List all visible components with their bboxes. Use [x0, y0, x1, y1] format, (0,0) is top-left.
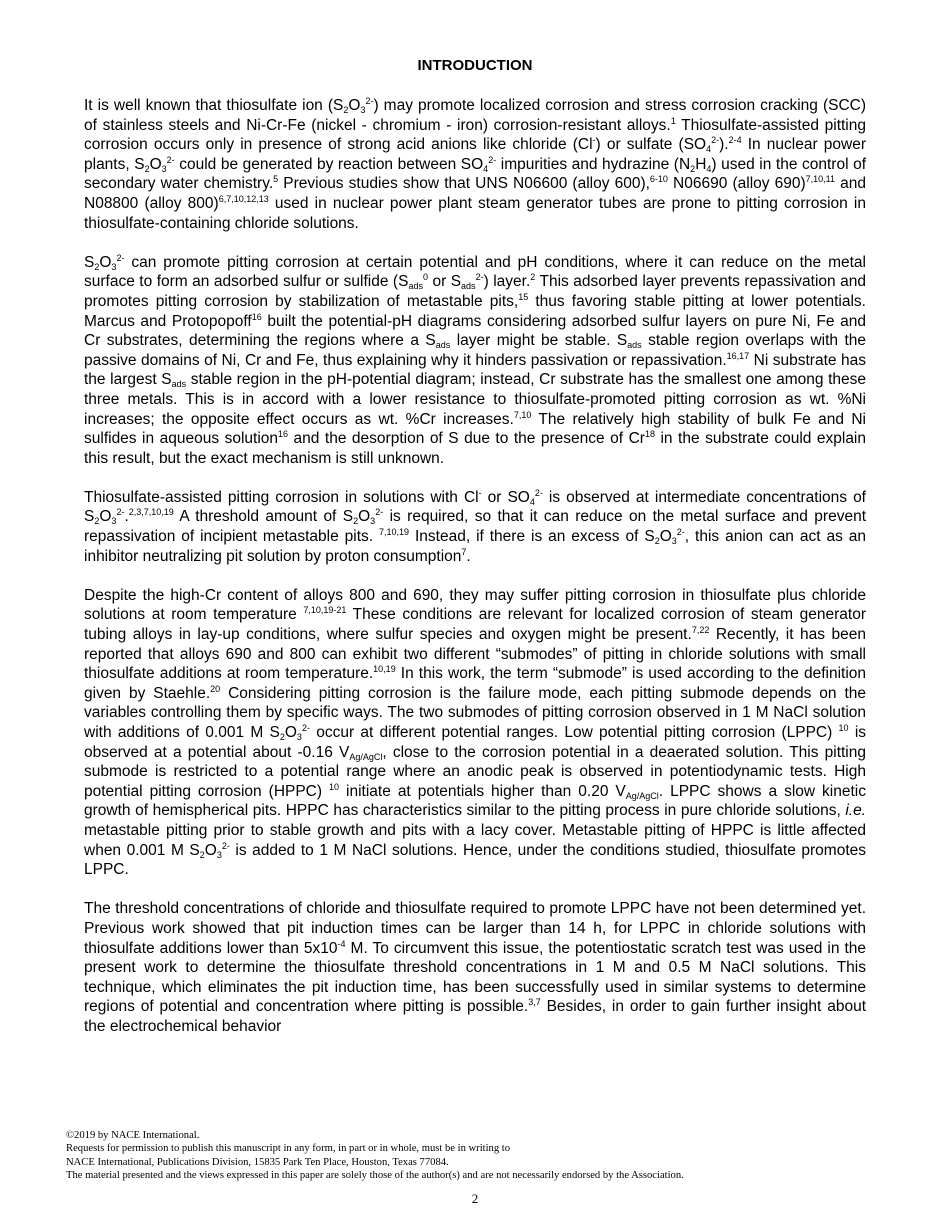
text-run: occur at different potential ranges. Low potential pitting corrosion (LPPC)	[309, 724, 839, 741]
subscript: ads	[408, 281, 423, 292]
text-run: Previous studies show that UNS N06600 (alloy 600),	[278, 175, 650, 193]
subscript: 3	[111, 516, 117, 527]
superscript: 2-	[221, 840, 230, 851]
text-run: is observed at intermediate concentrations of S	[84, 488, 866, 526]
text-run: can promote pitting corrosion at certain potential and pH conditions, where it can reduce on the metal surface to form an adsorbed sulfur or sulfide (S	[84, 253, 866, 291]
text-run: Besides, in order to gain further insight about the electrochemical behavior	[84, 998, 866, 1035]
subscript: 3	[216, 849, 222, 860]
superscript: 7,10,19	[379, 527, 410, 538]
subscript: 2	[353, 516, 359, 527]
text-run: S	[84, 253, 95, 271]
superscript: 0	[422, 272, 428, 283]
text-run: , this anion can act as an inhibitor neutralizing pit solution by proton consumption	[84, 528, 867, 565]
subscript: 4	[529, 496, 535, 507]
text-run: Ni substrate has the largest S	[84, 351, 866, 389]
subscript: 4	[706, 144, 712, 155]
section-heading: INTRODUCTION	[417, 57, 533, 74]
text-run: O	[99, 508, 112, 526]
superscript: 2-4	[728, 135, 742, 146]
subscript: ads	[461, 281, 476, 292]
text-run: The relatively high stability of bulk Fe and Ni sulfides in aqueous solution	[84, 410, 866, 448]
superscript: 2-	[676, 527, 685, 538]
subscript: 3	[161, 163, 167, 174]
text-run: O	[204, 841, 217, 859]
text-run: stable region in the pH-potential diagram; instead, Cr substrate has the smallest one among these three metals. This is in accord with a lower resistance to thiosulfate-promoted pitting corrosion as wt. %Ni increases; the opposite effect occurs as wt. %Cr increases.	[84, 371, 866, 428]
text-run: In this work, the term “submode” is used according to the definition given by Staehle.	[84, 665, 866, 702]
text-run: O	[358, 508, 371, 526]
text-run: Thiosulfate-assisted pitting corrosion in solutions with Cl	[84, 488, 479, 506]
text-run: In nuclear power plants, S	[84, 136, 866, 173]
subscript: 3	[111, 261, 117, 272]
text-run: Considering pitting corrosion is the failure mode, each pitting submode depends on the variables controlling them by specific ways. The two submodes of pitting corrosion observed in 1 M NaCl solution with additions of 0.001 M S	[84, 684, 867, 741]
text-run: Despite the high-Cr content of alloys 800 and 690, they may suffer pitting corrosion in thiosulfate plus chloride solutions at room temperature	[84, 586, 866, 624]
text-run: M. To circumvent this issue, the potentiostatic scratch test was used in the present work to determine the thiosulfate threshold concentrations in 1 M and 0.5 M NaCl solutions. This technique, which eliminates the pit induction time, has been successfully used in similar systems to determine regions of potential and concentration where pitting is possible.	[84, 939, 867, 1016]
superscript: 16	[278, 429, 289, 440]
text-run: used in nuclear power plant steam generator tubes are prone to pitting corrosion in thiosulfate-containing chloride solutions.	[84, 194, 866, 232]
subscript: 2	[199, 849, 205, 860]
superscript: 15	[518, 291, 529, 302]
text-run: or SO	[481, 488, 530, 506]
superscript: 6,7,10,12,13	[218, 193, 269, 204]
superscript: 7,22	[691, 625, 710, 636]
subscript: Ag/AgCl	[349, 751, 383, 762]
superscript: 7	[461, 546, 467, 557]
superscript: 16	[251, 311, 262, 322]
text-run: ).	[719, 136, 729, 154]
superscript: 2-	[711, 135, 720, 146]
text-run: is added to 1 M NaCl solutions. Hence, under the conditions studied, thiosulfate promotes LPPC.	[84, 841, 866, 879]
text-run: or S	[427, 273, 462, 291]
text-run: A threshold amount of S	[173, 508, 354, 526]
superscript: 2-	[488, 154, 497, 165]
text-run: .	[124, 508, 129, 526]
superscript: 2-	[475, 272, 484, 283]
text-run: O	[659, 528, 672, 546]
subscript: 3	[671, 536, 677, 547]
paragraph	[84, 488, 866, 566]
superscript: 16,17	[726, 350, 750, 361]
text-run: in the substrate could explain this result, but the exact mechanism is still unknown.	[84, 430, 866, 467]
text-run: Recently, it has been reported that alloys 690 and 800 can exhibit two different “submodes” of pitting in chloride solutions with small thiosulfate additions at room temperature.	[84, 626, 866, 683]
superscript: 2,3,7,10,19	[128, 507, 174, 518]
text-run: ) layer.	[483, 273, 531, 291]
subscript: 2	[690, 163, 696, 174]
text-run: metastable pitting prior to stable growth and pits with a lacy cover. Metastable pitting of HPPC is little affected when 0.001 M S	[84, 821, 866, 859]
paragraph	[84, 586, 866, 880]
text-run: O	[99, 253, 112, 271]
subscript: ads	[171, 379, 187, 390]
text-run: N06690 (alloy 690)	[667, 175, 806, 193]
paragraph	[84, 253, 866, 469]
superscript: 2-	[534, 487, 543, 498]
superscript: 2-	[166, 154, 175, 165]
page-number: 2	[471, 1191, 479, 1206]
superscript: 3,7	[528, 997, 541, 1008]
subscript: 3	[296, 732, 302, 742]
paragraph	[84, 96, 866, 233]
subscript: 2	[94, 516, 100, 527]
subscript: 2	[654, 536, 660, 547]
text-run: .	[466, 547, 471, 565]
superscript: 7,10	[513, 409, 532, 420]
body-text	[84, 96, 866, 1037]
subscript: 2	[144, 163, 150, 174]
text-run: and the desorption of S due to the presence of Cr	[288, 430, 645, 448]
superscript: 10	[838, 723, 849, 733]
superscript: 2-	[375, 507, 384, 518]
superscript: 7,10,19-21	[303, 605, 347, 616]
text-run: could be generated by reaction between SO	[174, 155, 484, 173]
footer-permission: Requests for permission to publish this manuscript in any form, in part or in whole, must be in writing to	[66, 1143, 511, 1155]
superscript: 20	[210, 683, 221, 694]
italic-text: i.e.	[845, 802, 866, 820]
superscript: 6-10	[649, 174, 668, 185]
subscript: 2	[279, 732, 285, 742]
subscript: 3	[360, 105, 366, 115]
superscript: 1	[670, 115, 676, 126]
text-run: , close to the corrosion potential in a deaerated solution. This pitting submode is restricted to a potential range where an anodic peak is observed in potentiodynamic tests. High potential pitting corrosion (HPPC)	[84, 743, 866, 800]
text-run: Instead, if there is an excess of S	[409, 528, 655, 546]
footer-address: NACE International, Publications Division, 15835 Park Ten Place, Houston, Texas 77084.	[66, 1156, 449, 1168]
text-run: initiate at potentials higher than 0.20 V	[339, 782, 626, 800]
subscript: 3	[370, 516, 376, 527]
subscript: Ag/AgCl	[625, 790, 659, 801]
subscript: 2	[343, 105, 349, 115]
text-run: built the potential-pH diagrams considering adsorbed sulfur layers on pure Ni, Fe and Cr substrates, determining the regions where a S	[84, 312, 866, 350]
text-run: The threshold concentrations of chloride and thiosulfate required to promote LPPC have not been determined yet. Previous work showed that pit induction times can be larger than 14 h, for LPPC in chloride solutions with thiosulfate additions lower than 5x10	[84, 900, 866, 957]
text-run: is required, so that it can reduce on the metal surface and prevent repassivation of incipient metastable pits.	[84, 508, 866, 546]
text-run: It is well known that thiosulfate ion (S	[84, 97, 344, 114]
superscript: 10,19	[373, 664, 396, 675]
text-run: O	[348, 97, 361, 114]
text-run: ) used in the control of secondary water chemistry.	[84, 155, 867, 193]
footer-disclaimer: The material presented and the views expressed in this paper are solely those of the author(s) and are not necessarily endorsed by the Association.	[66, 1170, 684, 1182]
text-run: These conditions are relevant for localized corrosion of steam generator tubing alloys in lay-up conditions, where sulfur species and oxygen might be present.	[84, 606, 866, 644]
footer-notice	[66, 1129, 896, 1183]
superscript: -	[592, 135, 596, 146]
text-run: O	[284, 724, 297, 741]
text-run: impurities and hydrazine (N	[496, 155, 691, 173]
text-run: Thiosulfate-assisted pitting corrosion occurs only in presence of strong acid anions like chloride (Cl	[84, 116, 866, 154]
superscript: 10	[329, 781, 340, 792]
superscript: 2-	[116, 252, 125, 263]
text-run: . LPPC shows a slow kinetic growth of hemispherical pits. HPPC has characteristics similar to the pitting process in pure chloride solutions,	[84, 782, 866, 820]
text-run: O	[149, 155, 162, 173]
text-run: This adsorbed layer prevents repassivation and promotes pitting corrosion by stabilization of metastable pits,	[84, 273, 867, 310]
subscript: ads	[435, 340, 451, 351]
text-run: H	[695, 155, 707, 173]
superscript: 18	[644, 429, 655, 440]
subscript: ads	[627, 340, 642, 351]
superscript: -	[478, 487, 482, 498]
text-run: ) may promote localized corrosion and stress corrosion cracking (SCC) of stainless steels and Ni-Cr-Fe (nickel - chromium - iron) corrosion-resistant alloys.	[84, 97, 866, 134]
superscript: 2-	[365, 96, 374, 106]
text-run: stable region overlaps with the passive domains of Ni, Cr and Fe, thus explaining why it hinders passivation or repassivation.	[84, 332, 866, 369]
text-run: is observed at a potential about -0.16 V	[84, 724, 867, 761]
superscript: 7,10,11	[805, 174, 836, 185]
paragraph	[84, 899, 866, 1036]
superscript: -4	[337, 938, 346, 949]
subscript: 2	[94, 261, 100, 272]
text-run: and N08800 (alloy 800)	[84, 175, 867, 212]
subscript: 4	[483, 163, 489, 174]
superscript: 5	[273, 174, 279, 185]
superscript: 2-	[116, 507, 125, 518]
text-run: layer might be stable. S	[450, 332, 628, 350]
text-run: ) or sulfate (SO	[595, 136, 707, 154]
text-run: thus favoring stable pitting at lower potentials. Marcus and Protopopoff	[84, 292, 866, 330]
subscript: 4	[706, 163, 712, 174]
superscript: 2-	[301, 723, 310, 733]
footer-copyright: ©2019 by NACE International.	[66, 1130, 200, 1141]
superscript: 2	[530, 272, 536, 283]
